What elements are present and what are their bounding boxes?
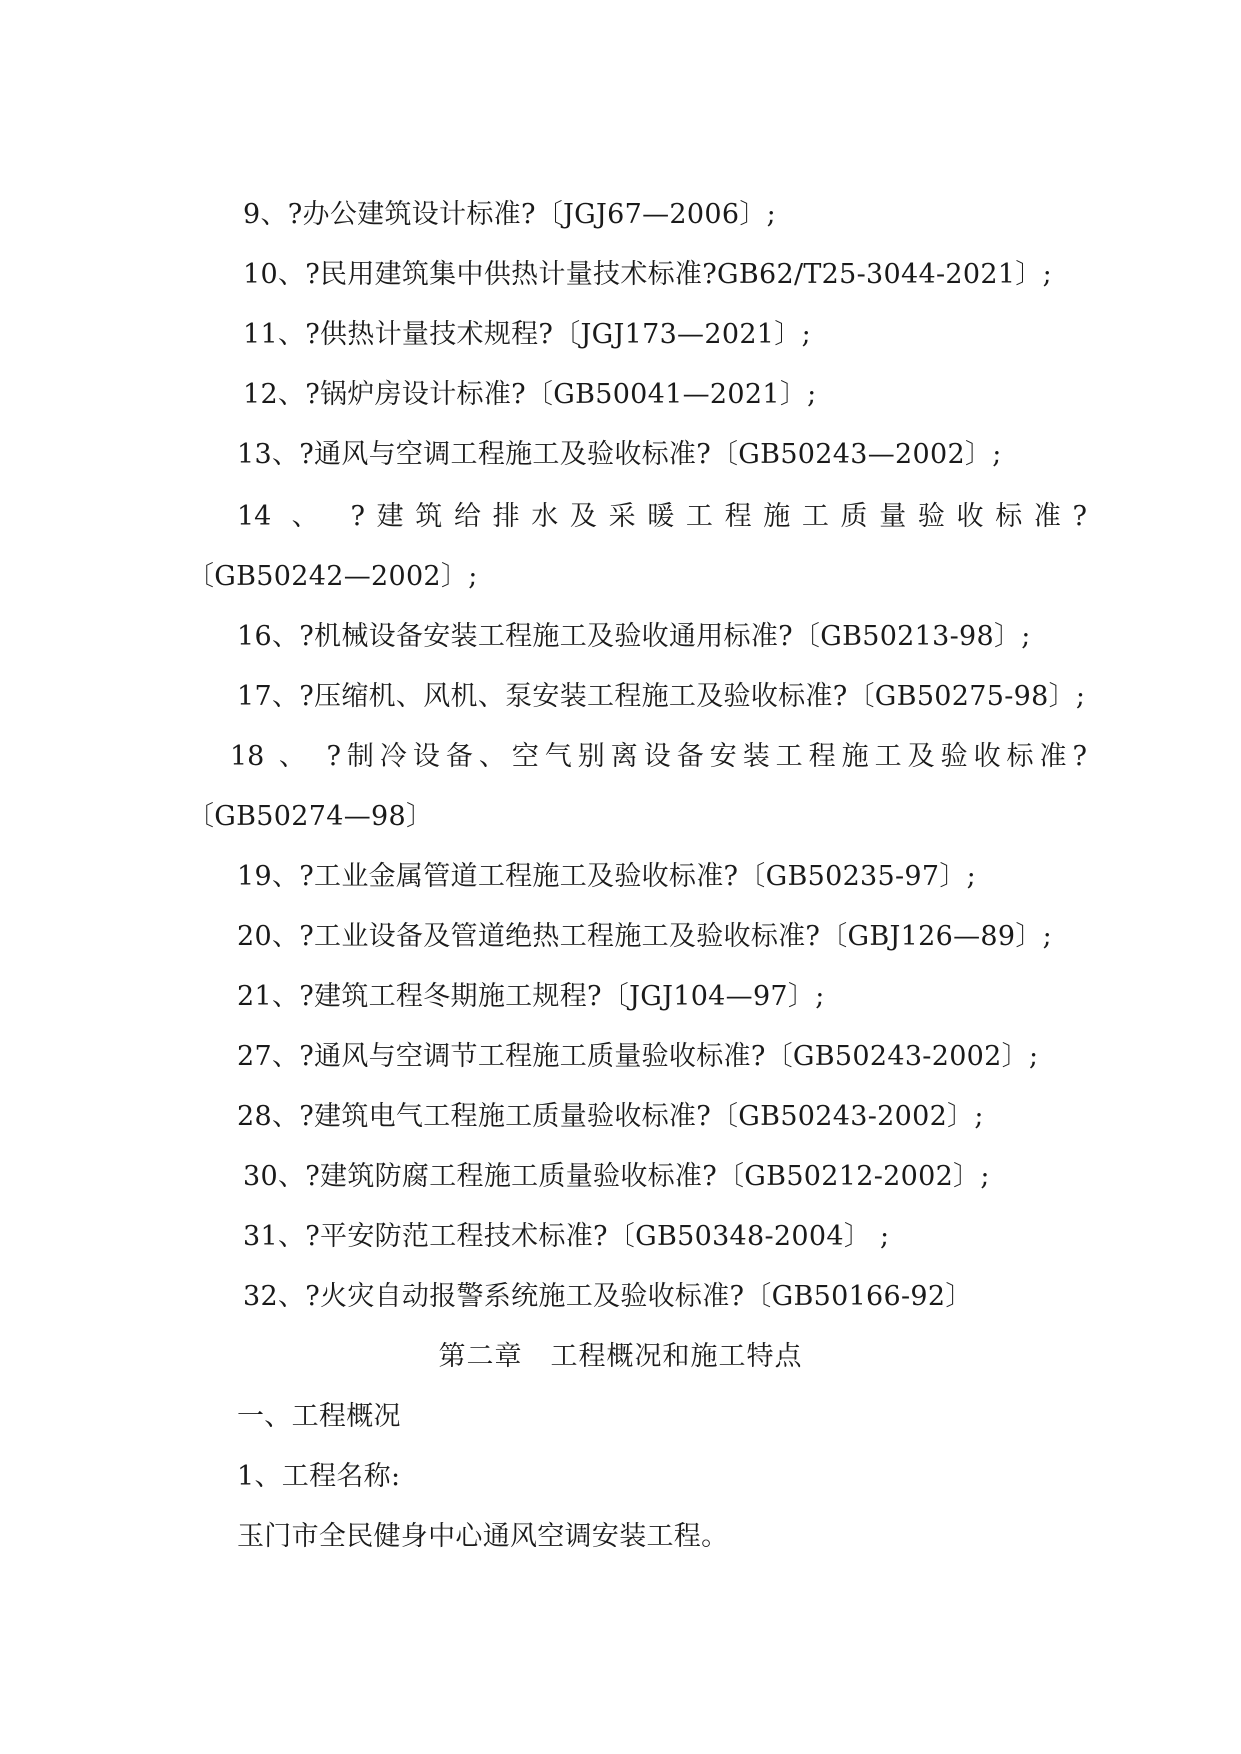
standard-item-20: 20、?工业设备及管道绝热工程施工及验收标准?〔GBJ126—89〕; — [237, 921, 1053, 952]
standard-item-13: 13、?通风与空调工程施工及验收标准?〔GB50243—2002〕; — [237, 439, 1002, 470]
standard-item-11: 11、?供热计量技术规程?〔JGJ173—2021〕; — [243, 319, 811, 350]
standard-item-10: 10、?民用建筑集中供热计量技术标准?GB62/T25-3044-2021〕; — [243, 259, 1053, 290]
chapter-title: 第二章 工程概况和施工特点 — [438, 1341, 803, 1372]
standard-item-31: 31、?平安防范工程技术标准?〔GB50348-2004〕 ; — [243, 1221, 890, 1252]
section-title: 一、工程概况 — [237, 1401, 401, 1432]
project-name: 玉门市全民健身中心通风空调安装工程。 — [237, 1521, 729, 1552]
standard-item-28: 28、?建筑电气工程施工质量验收标准?〔GB50243-2002〕; — [237, 1101, 984, 1132]
standard-item-9: 9、?办公建筑设计标准?〔JGJ67—2006〕; — [243, 199, 777, 230]
standard-item-21: 21、?建筑工程冬期施工规程?〔JGJ104—97〕; — [237, 981, 825, 1012]
subsection-title: 1、工程名称: — [237, 1461, 401, 1492]
standard-item-19: 19、?工业金属管道工程施工及验收标准?〔GB50235-97〕; — [237, 861, 977, 892]
standard-item-18-continuation: 〔GB50274—98〕 — [187, 801, 434, 832]
standard-item-27: 27、?通风与空调节工程施工质量验收标准?〔GB50243-2002〕; — [237, 1041, 1039, 1072]
standard-item-14-continuation: 〔GB50242—2002〕; — [187, 561, 478, 592]
standard-item-18: 18 、 ?制冷设备、空气别离设备安装工程施工及验收标准? — [230, 741, 1087, 772]
standard-item-16: 16、?机械设备安装工程施工及验收通用标准?〔GB50213-98〕; — [237, 621, 1031, 652]
standard-item-32: 32、?火灾自动报警系统施工及验收标准?〔GB50166-92〕 — [243, 1281, 973, 1312]
standard-item-30: 30、?建筑防腐工程施工质量验收标准?〔GB50212-2002〕; — [243, 1161, 990, 1192]
standard-item-17: 17、?压缩机、风机、泵安装工程施工及验收标准?〔GB50275-98〕; — [237, 681, 1086, 712]
standard-item-12: 12、?锅炉房设计标准?〔GB50041—2021〕; — [243, 379, 817, 410]
standard-item-14: 14 、 ?建筑给排水及采暖工程施工质量验收标准? — [237, 501, 1087, 532]
